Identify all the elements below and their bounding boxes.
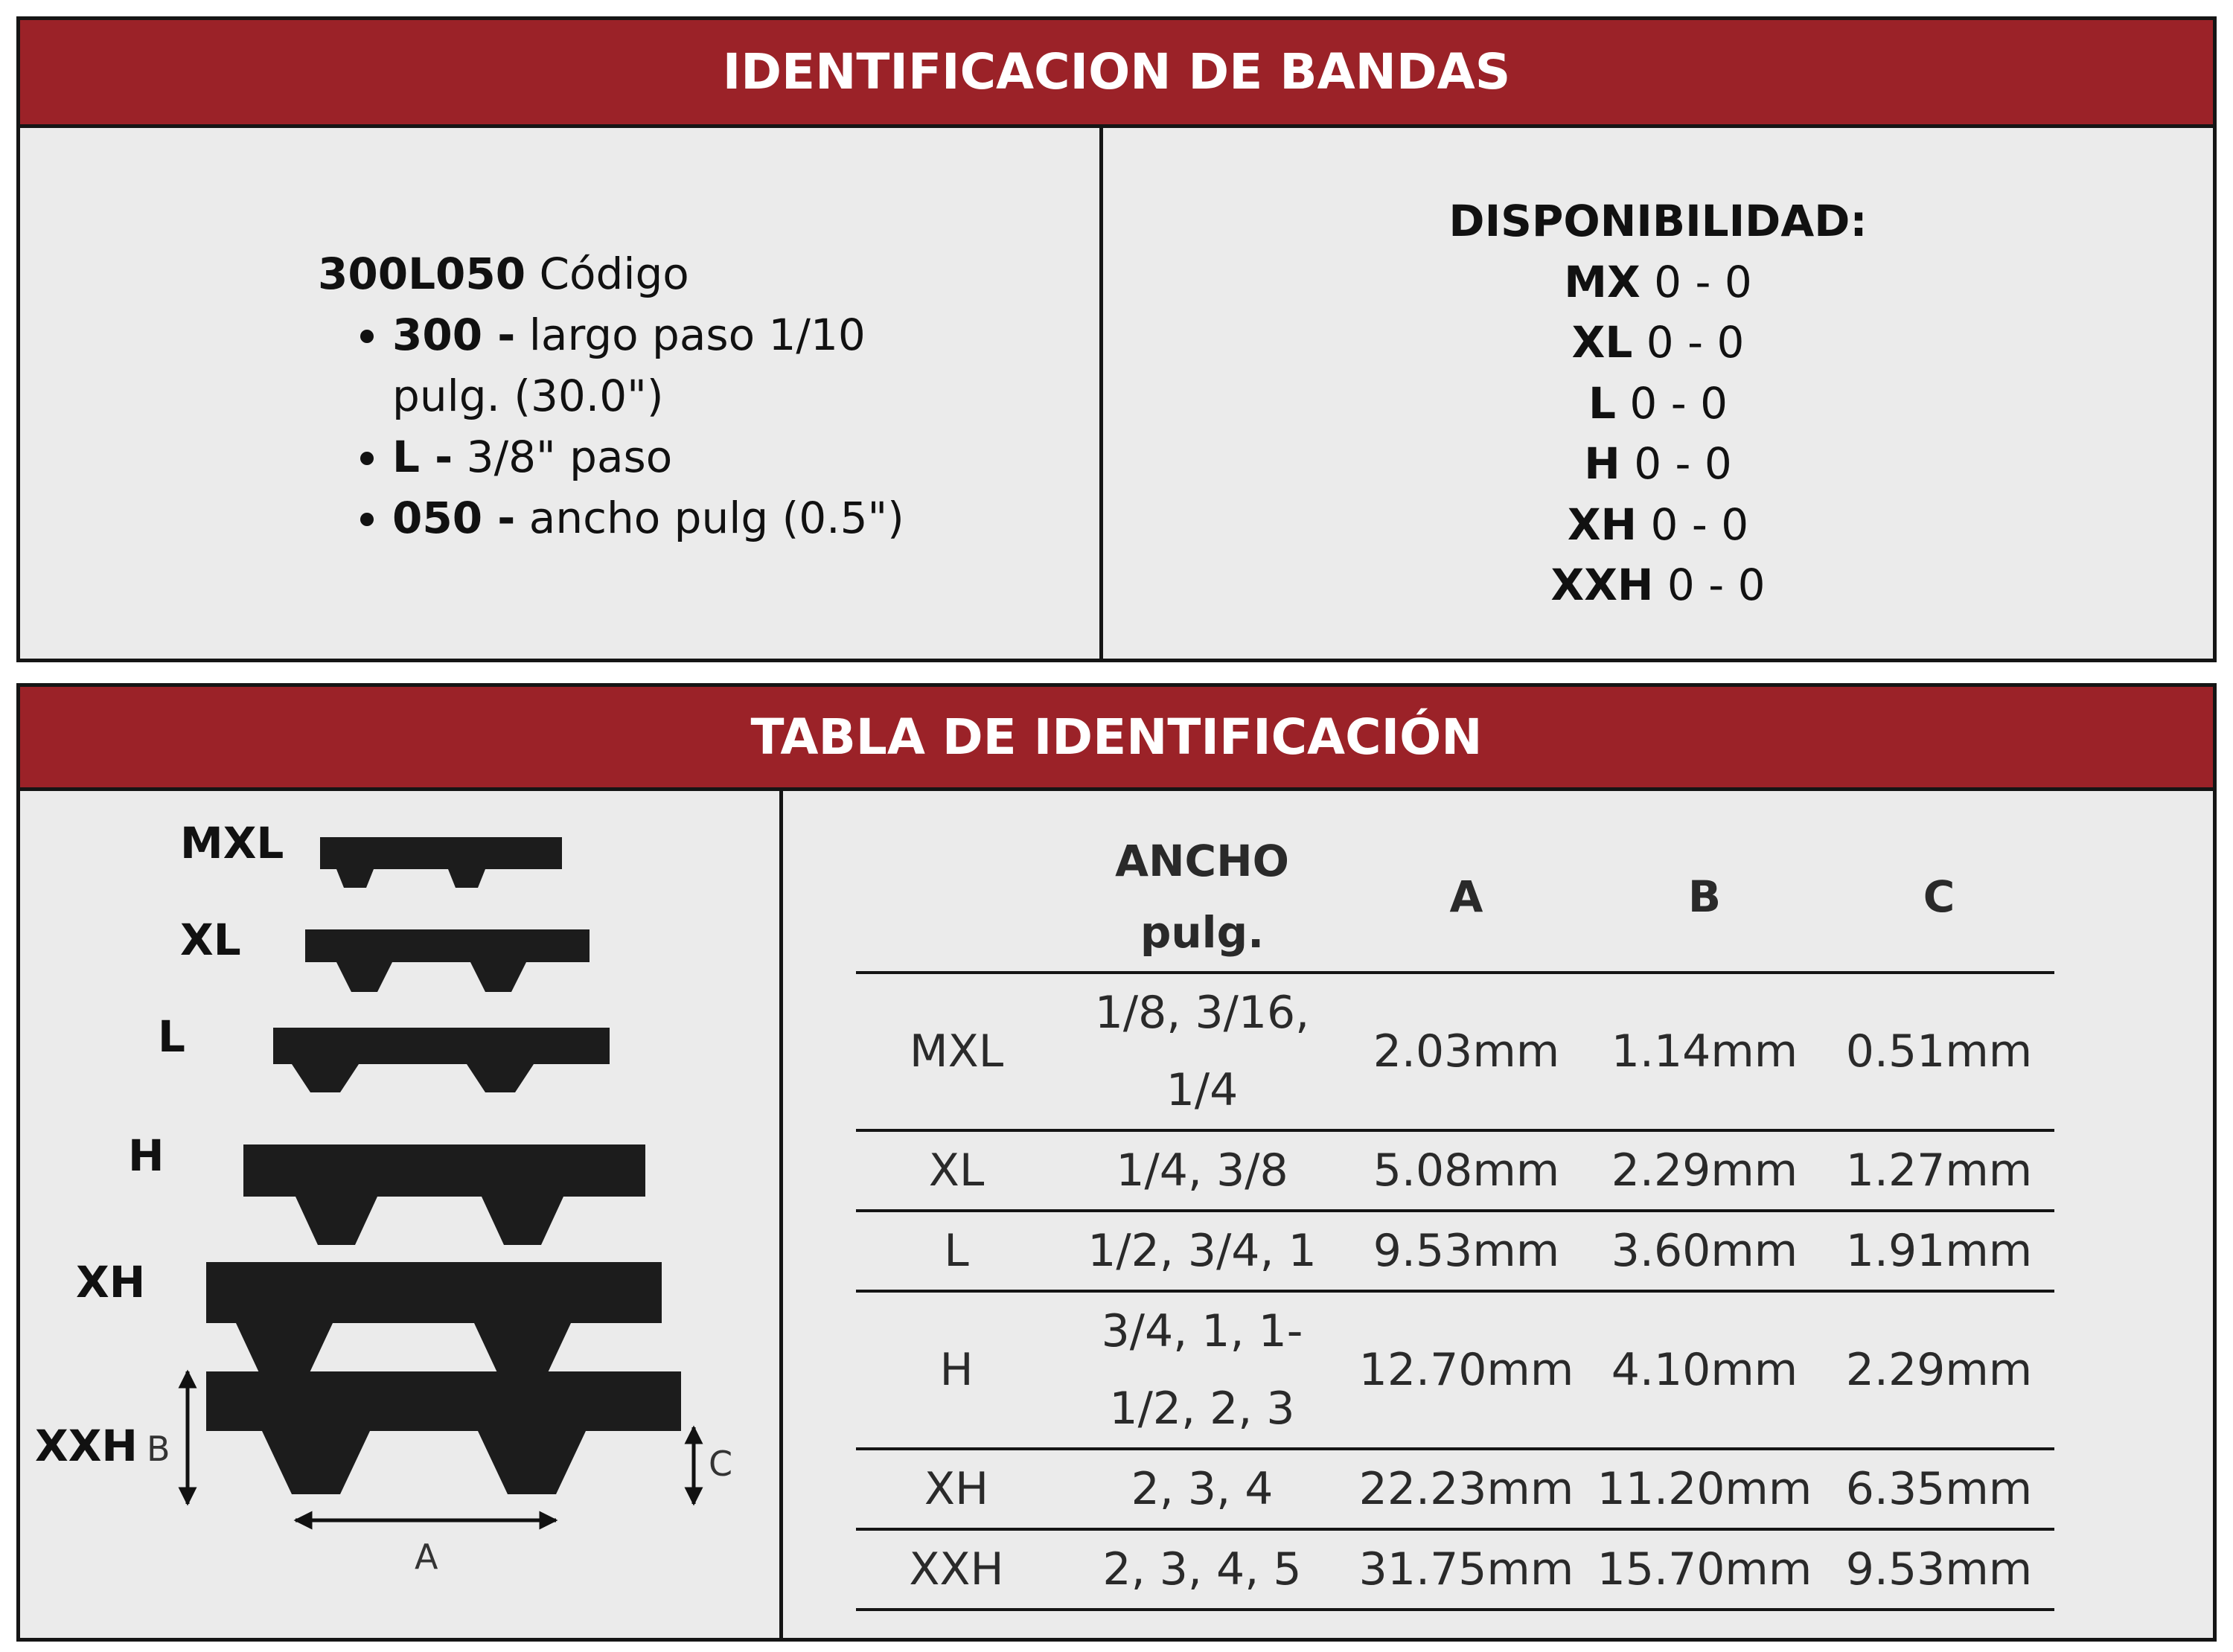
belt-dimensions-table bbox=[856, 822, 2054, 1611]
availability-title: DISPONIBILIDAD: bbox=[1448, 196, 1868, 246]
code-part-key: L - bbox=[392, 432, 453, 482]
header-a: A bbox=[1449, 871, 1483, 922]
code-line bbox=[318, 243, 906, 304]
table-row: L 1/2, 3/4, 1 9.53mm 3.60mm 1.91mm bbox=[856, 1211, 2054, 1291]
dimension-a-label: A bbox=[415, 1537, 438, 1577]
code-value: 300L050 bbox=[318, 249, 526, 299]
code-part-item bbox=[392, 304, 906, 426]
belt-profile-l bbox=[273, 1028, 610, 1092]
code-part-text: largo paso 1/10 pulg. (30.0") bbox=[392, 310, 866, 421]
availability-list bbox=[1103, 191, 2213, 616]
belt-profiles-diagram bbox=[20, 791, 779, 1639]
availability-row: XL 0 - 0 bbox=[1571, 317, 1745, 368]
belt-label-xh: XH bbox=[76, 1257, 146, 1307]
code-label: Código bbox=[539, 249, 689, 299]
belt-profile-xh bbox=[206, 1262, 662, 1379]
table-row: MXL 1/8, 3/16, 1/4 2.03mm 1.14mm 0.51mm bbox=[856, 973, 2054, 1130]
table-header-row bbox=[856, 822, 2054, 973]
code-part-text: 3/8" paso bbox=[466, 432, 673, 482]
dimension-b-label: B bbox=[147, 1429, 170, 1469]
dimension-c-label: C bbox=[709, 1444, 733, 1484]
table-row: XL 1/4, 3/8 5.08mm 2.29mm 1.27mm bbox=[856, 1130, 2054, 1211]
belt-identification-panel bbox=[16, 16, 2217, 662]
code-part-item bbox=[392, 487, 906, 548]
code-part-text: ancho pulg (0.5") bbox=[528, 493, 904, 543]
availability-row: H 0 - 0 bbox=[1584, 438, 1732, 489]
belt-profile-xl bbox=[305, 929, 590, 992]
section-title: IDENTIFICACION DE BANDAS bbox=[20, 20, 2213, 128]
availability-row: L 0 - 0 bbox=[1588, 377, 1728, 429]
code-parts-list bbox=[318, 304, 906, 548]
belt-label-h: H bbox=[128, 1130, 164, 1181]
code-part-key: 300 - bbox=[392, 310, 516, 360]
code-part-key: 050 - bbox=[392, 493, 516, 543]
header-b: B bbox=[1687, 871, 1722, 922]
header-ancho: ANCHO pulg. bbox=[1115, 836, 1289, 958]
belt-label-mxl: MXL bbox=[180, 818, 284, 868]
availability-row: MX 0 - 0 bbox=[1564, 256, 1752, 307]
belt-label-xl: XL bbox=[180, 915, 241, 965]
belt-profile-h bbox=[243, 1144, 645, 1245]
table-row: XXH 2, 3, 4, 5 31.75mm 15.70mm 9.53mm bbox=[856, 1529, 2054, 1610]
belt-label-xxh: XXH bbox=[35, 1421, 138, 1471]
header-type bbox=[856, 822, 1057, 973]
belt-profile-mxl bbox=[320, 837, 562, 888]
table-row: XH 2, 3, 4 22.23mm 11.20mm 6.35mm bbox=[856, 1449, 2054, 1529]
section-title: TABLA DE IDENTIFICACIÓN bbox=[20, 687, 2213, 791]
code-explanation bbox=[318, 243, 906, 548]
column-divider bbox=[779, 791, 783, 1638]
availability-row: XXH 0 - 0 bbox=[1550, 560, 1766, 610]
availability-row: XH 0 - 0 bbox=[1567, 499, 1749, 550]
belt-label-l: L bbox=[158, 1011, 185, 1062]
table-row: H 3/4, 1, 1-1/2, 2, 3 12.70mm 4.10mm 2.29mm bbox=[856, 1291, 2054, 1449]
belt-profile-xxh bbox=[206, 1371, 681, 1494]
code-part-item bbox=[392, 426, 906, 487]
header-c: C bbox=[1923, 871, 1955, 922]
